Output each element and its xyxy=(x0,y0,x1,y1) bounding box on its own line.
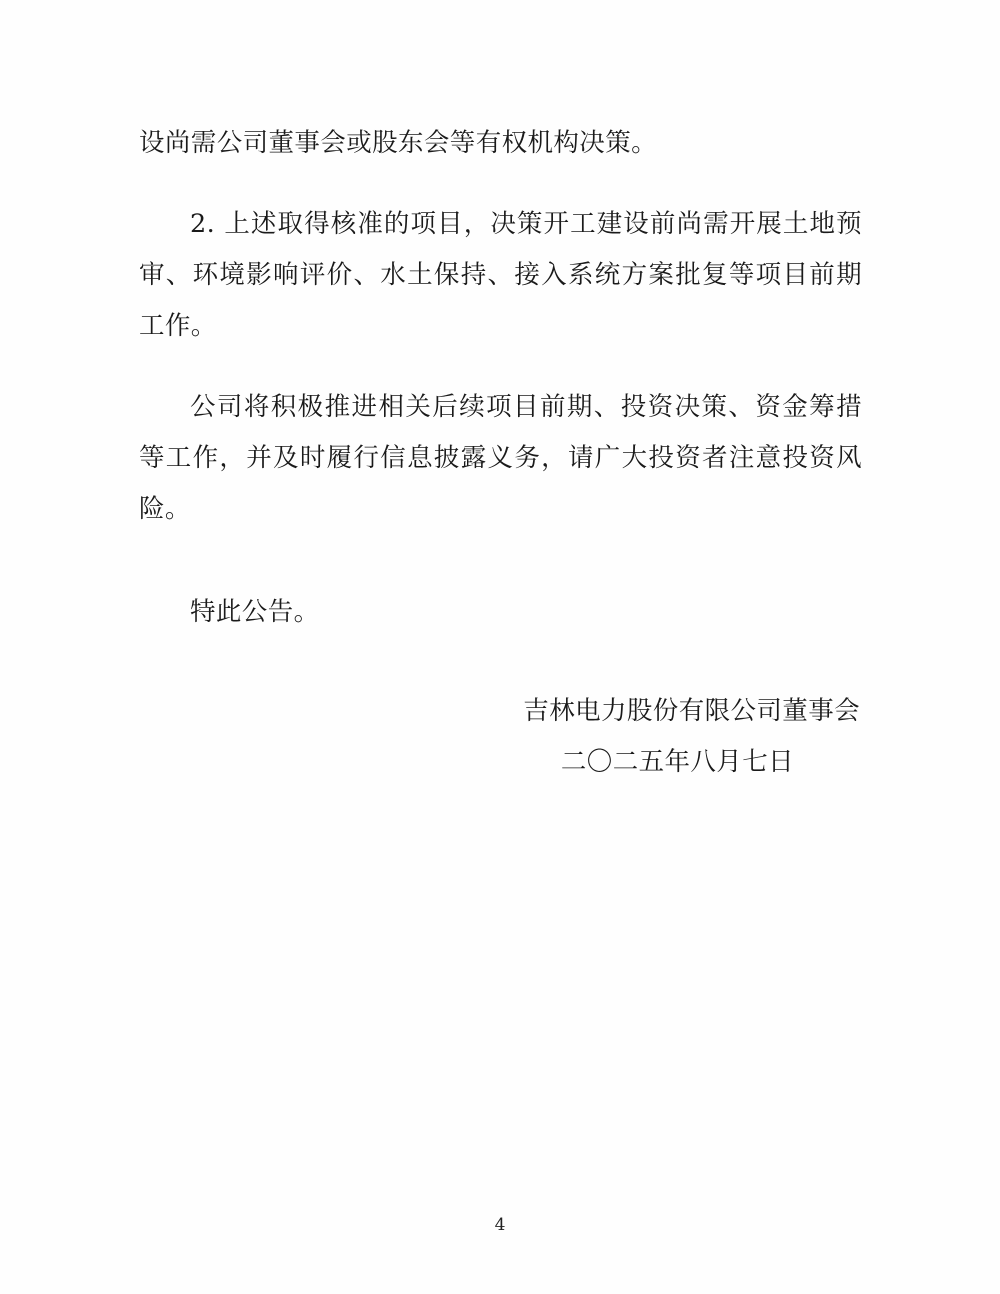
paragraph-continued: 设尚需公司董事会或股东会等有权机构决策。 xyxy=(139,128,658,158)
document-body xyxy=(139,118,862,788)
paragraph-gap xyxy=(139,352,862,382)
signature-block xyxy=(139,686,862,788)
page-number: 4 xyxy=(494,1215,506,1235)
paragraph-item-2: 2. 上述取得核准的项目，决策开工建设前尚需开展土地预审、环境影响评价、水土保持、接入系统方案批复等项目前期工作。 xyxy=(139,209,862,341)
paragraph-gap xyxy=(139,169,862,199)
paragraph-announcement-close: 特此公告。 xyxy=(190,597,320,627)
paragraph-company-statement: 公司将积极推进相关后续项目前期、投资决策、资金筹措等工作，并及时履行信息披露义务，请广大投资者注意投资风险。 xyxy=(139,392,862,524)
paragraph-gap xyxy=(139,535,862,587)
signature-date: 二〇二五年八月七日 xyxy=(560,747,794,777)
signature-issuer: 吉林电力股份有限公司董事会 xyxy=(523,696,860,726)
